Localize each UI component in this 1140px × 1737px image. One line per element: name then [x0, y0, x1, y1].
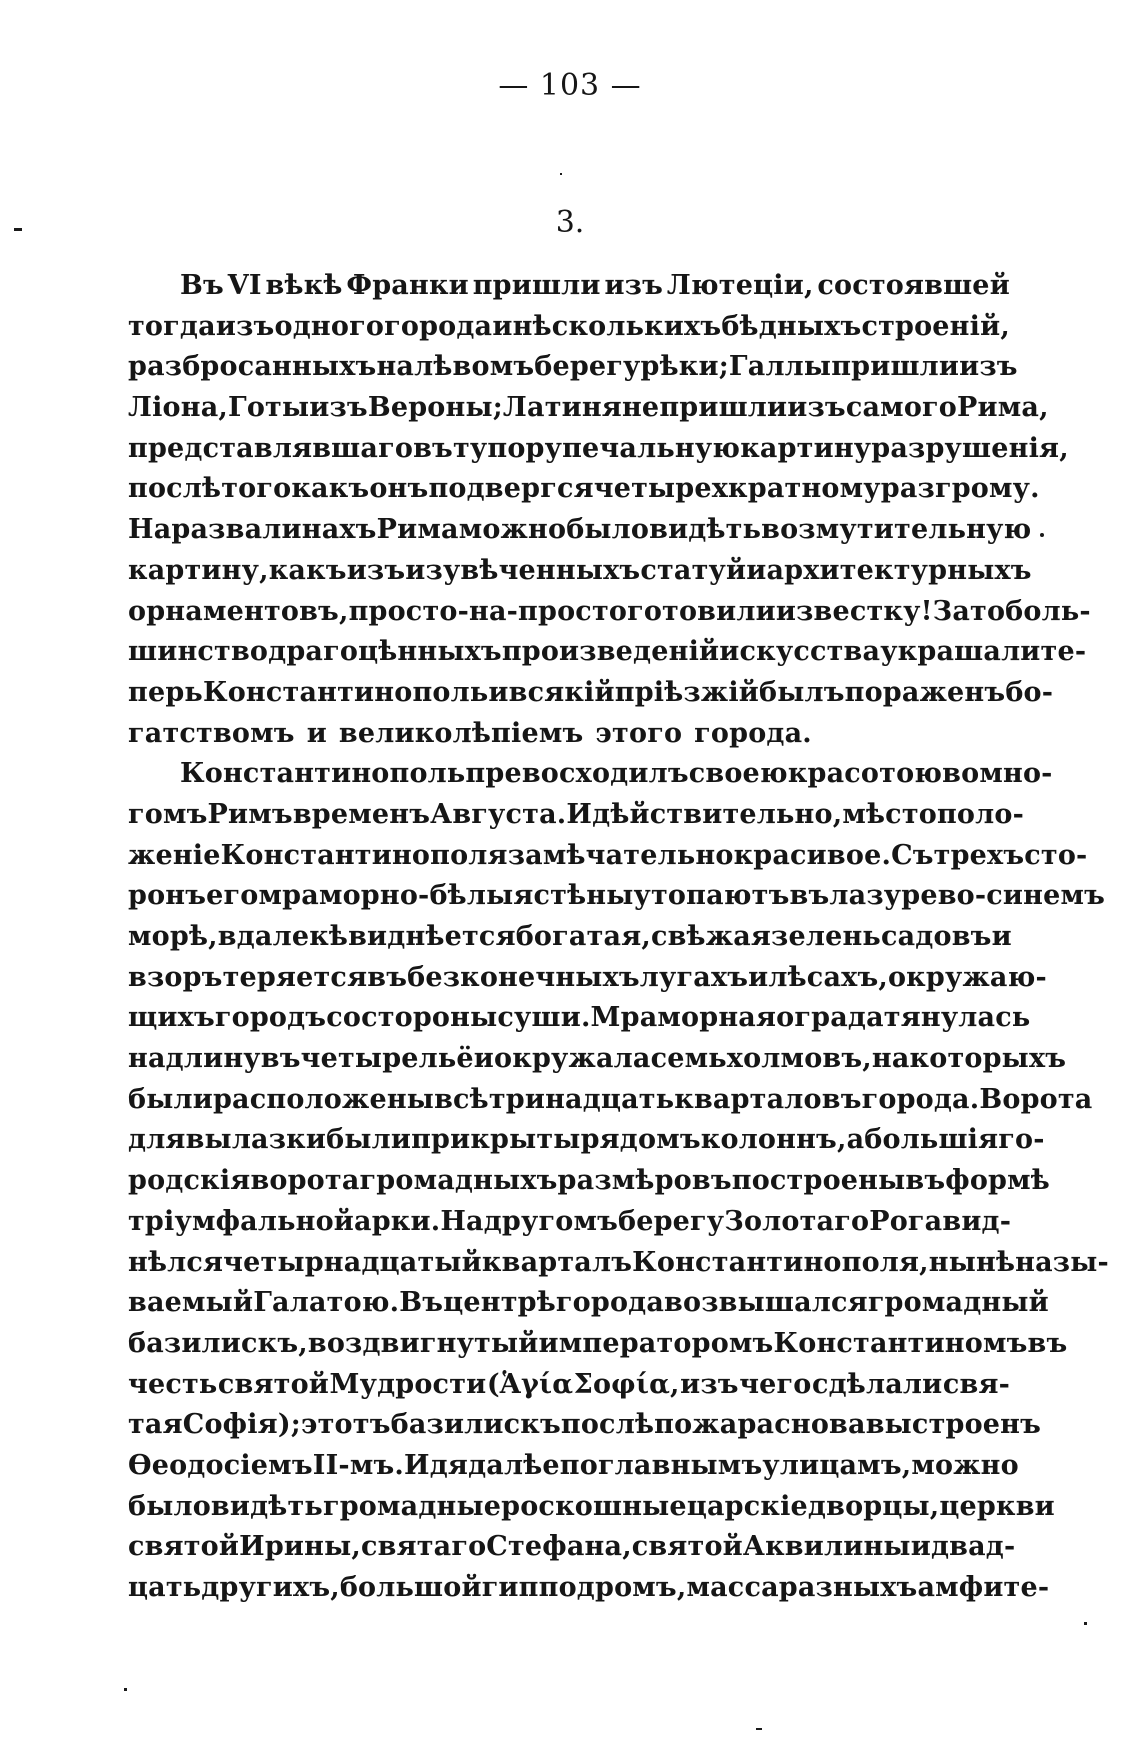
word: VI: [227, 270, 262, 301]
text-line: [128, 917, 1010, 958]
word: на: [871, 1043, 910, 1075]
word: городъ: [214, 1002, 327, 1034]
word: построены: [731, 1165, 906, 1197]
word: въ: [413, 432, 453, 464]
word: снова: [774, 1409, 866, 1441]
word: боль-: [1005, 595, 1091, 627]
word: пораженъ: [844, 676, 1006, 708]
word: его: [206, 880, 259, 912]
word: вылазки: [185, 1124, 327, 1156]
word: гомъ: [128, 798, 208, 830]
text-line: [128, 1080, 1093, 1121]
word: шинство: [128, 636, 269, 668]
word: формѣ: [945, 1165, 1050, 1197]
text-line: [128, 388, 1049, 429]
word: Франки: [346, 270, 469, 301]
word: превосходилъ: [465, 758, 689, 790]
word: послѣ: [128, 473, 222, 505]
word: подвергся: [428, 473, 594, 505]
word: Ліона,: [128, 392, 228, 424]
word: ту: [452, 432, 488, 464]
word: Съ: [891, 839, 934, 871]
word: ваемый: [128, 1287, 254, 1319]
text-line: [128, 510, 1032, 551]
text-line: [128, 1283, 1049, 1324]
word: драгоцѣнныхъ: [268, 636, 502, 668]
word: далѣе: [468, 1449, 560, 1481]
word: Галатою.: [253, 1287, 400, 1319]
scan-speck: [14, 228, 22, 231]
word: святаго: [360, 1531, 487, 1563]
text-line: [128, 1120, 1045, 1161]
word: арки.: [354, 1205, 441, 1237]
word: те-: [1040, 636, 1087, 668]
word: и: [488, 676, 509, 708]
word: пожара: [654, 1409, 775, 1441]
text-line: [128, 1365, 1010, 1406]
word: Рима,: [957, 392, 1049, 424]
word: церкви: [939, 1490, 1055, 1522]
word: богатая,: [515, 921, 651, 952]
word: лѣвомъ: [414, 351, 535, 383]
word: изъ: [215, 310, 275, 342]
word: Константинополь: [202, 676, 489, 708]
word: нѣлся: [128, 1246, 224, 1278]
word: вдалекѣ: [217, 921, 349, 952]
word: пріѣзжій: [614, 676, 760, 708]
word: бо-: [1005, 676, 1054, 708]
word: произведеній: [501, 636, 720, 668]
word: нынѣ: [928, 1246, 1016, 1278]
word: послѣ: [560, 1409, 655, 1441]
text-line: [128, 1487, 1055, 1528]
word: представлявшаго: [128, 432, 414, 464]
word: льё: [418, 1043, 474, 1075]
word: четырнадцатый: [223, 1246, 482, 1278]
word: императоромъ: [538, 1327, 774, 1359]
word: Мудрости: [329, 1368, 487, 1400]
word: Готы: [228, 392, 310, 424]
text-line: [128, 1324, 1068, 1365]
word: печальную: [562, 432, 741, 464]
page-number: — 103 —: [498, 68, 642, 103]
word: того: [221, 473, 292, 505]
word: Софія);: [182, 1409, 301, 1441]
word: лазурево-синемъ: [829, 880, 1106, 912]
word: берегу: [618, 1205, 725, 1237]
word: большой: [339, 1572, 482, 1603]
scan-speck: [756, 1728, 762, 1730]
text-line: [128, 266, 1010, 307]
section-number: 3.: [555, 205, 585, 240]
word: тріумфальной: [128, 1205, 355, 1237]
scan-speck: [1084, 1622, 1087, 1625]
word: было: [566, 514, 650, 546]
word: двад-: [930, 1531, 1016, 1563]
word: изувѣченныхъ: [405, 554, 641, 586]
word: перь: [128, 676, 203, 708]
word: базилискъ,: [128, 1327, 308, 1359]
word: размѣровъ: [557, 1165, 732, 1197]
word: развалинахъ: [171, 514, 377, 546]
word: изъ: [680, 1368, 739, 1400]
word: Константинополя,: [632, 1246, 929, 1278]
text-line: [128, 429, 1069, 470]
word: а: [846, 1124, 865, 1156]
word: мраморно-бѣлыя: [258, 880, 534, 912]
word: на: [128, 1043, 166, 1075]
word: архитектурныхъ: [766, 554, 1032, 586]
word: тогда: [128, 310, 216, 342]
word: были: [326, 1124, 412, 1156]
word: видѣть: [649, 514, 762, 546]
word: въ: [260, 1043, 301, 1075]
word: мѣстополо-: [842, 798, 1024, 830]
word: ворота: [250, 1165, 360, 1197]
word: рѣки;: [640, 351, 729, 383]
word: Аквилины: [742, 1531, 911, 1563]
word: тянулась: [883, 1002, 1031, 1034]
word: изъ: [309, 392, 368, 424]
word: одного: [274, 310, 385, 342]
word: состоявшей: [817, 270, 1010, 301]
word: Константинополь: [180, 758, 466, 790]
word: воздвигнутый: [307, 1327, 539, 1359]
word: своею: [688, 758, 788, 790]
word: города.: [694, 717, 812, 749]
word: трехъ: [933, 839, 1025, 871]
word: амфите-: [917, 1572, 1050, 1603]
word: ронъ: [128, 880, 207, 912]
word: Σοφία,: [573, 1368, 680, 1400]
word: какъ: [268, 554, 347, 586]
text-line: [128, 795, 1024, 836]
scan-speck: [1040, 533, 1044, 537]
word: И: [566, 798, 593, 830]
word: картину: [740, 432, 872, 464]
word: центрѣ: [443, 1287, 556, 1319]
word: Латиняне: [502, 392, 660, 424]
text-line: [128, 998, 1031, 1039]
body-text: [128, 266, 1109, 1609]
word: можно: [458, 514, 567, 546]
word: бѣдныхъ: [721, 310, 862, 342]
word: разгрому.: [880, 473, 1040, 505]
word: Константинополя: [220, 839, 508, 871]
word: Рога: [869, 1205, 943, 1237]
text-line: [128, 673, 1054, 714]
word: во: [942, 758, 980, 790]
word: честь: [128, 1368, 218, 1400]
word: окружаю-: [887, 961, 1047, 993]
word: строеній,: [861, 310, 1010, 342]
word: вид-: [942, 1205, 1012, 1237]
word: и: [746, 554, 767, 586]
word: этого: [595, 717, 683, 749]
word: для: [128, 1124, 186, 1156]
word: въ: [905, 1165, 946, 1197]
word: главнымъ: [597, 1449, 763, 1481]
word: Стефана,: [486, 1531, 632, 1563]
word: Лютеціи,: [666, 270, 814, 301]
word: ограда: [776, 1002, 884, 1034]
text-line: [128, 632, 1087, 673]
word: Константиномъ: [773, 1327, 1028, 1359]
word: красивое.: [733, 839, 892, 871]
word: громадныхъ: [359, 1165, 558, 1197]
word: вѣкѣ: [265, 270, 343, 301]
word: тринадцать: [488, 1083, 675, 1115]
word: назы-: [1015, 1246, 1109, 1278]
text-line: [128, 469, 1040, 510]
text-line: [128, 836, 1088, 877]
word: разбросанныхъ: [128, 351, 377, 383]
text-line: [128, 1039, 1067, 1080]
word: замѣчательно: [507, 839, 734, 871]
word: Въ: [399, 1287, 444, 1319]
word: берегу: [534, 351, 641, 383]
word: лугахъ: [639, 961, 749, 993]
text-line: [128, 592, 1091, 633]
word: Римъ: [207, 798, 293, 830]
word: цать: [128, 1572, 202, 1603]
word: по: [559, 1449, 598, 1481]
text-line: [128, 551, 1032, 592]
word: и: [492, 310, 513, 342]
word: сдѣлали: [811, 1368, 943, 1400]
word: и: [910, 1531, 931, 1563]
word: Ирины,: [239, 1531, 361, 1563]
word: изъ: [346, 554, 406, 586]
word: Мраморная: [590, 1002, 777, 1034]
word: этотъ: [300, 1409, 391, 1441]
word: Вероны;: [367, 392, 503, 424]
word: большія: [864, 1124, 999, 1156]
word: стѣны: [533, 880, 634, 912]
word: безконечныхъ: [407, 961, 640, 993]
word: святой: [217, 1368, 330, 1400]
word: и: [473, 1043, 495, 1075]
word: Золотаго: [724, 1205, 870, 1237]
word: (Ἁγία: [486, 1368, 574, 1400]
text-line: [128, 1446, 1019, 1487]
word: возвышался: [664, 1287, 868, 1319]
word: на: [376, 351, 415, 383]
word: гипподромъ,: [481, 1572, 687, 1603]
word: свя-: [942, 1368, 1010, 1400]
word: За: [932, 595, 971, 627]
word: окружала: [494, 1043, 651, 1075]
word: родскія: [128, 1165, 251, 1197]
word: виднѣется: [348, 921, 516, 952]
word: пришли: [831, 351, 960, 383]
word: кварталовъ: [674, 1083, 862, 1115]
word: На: [440, 1205, 484, 1237]
word: пришли: [659, 392, 788, 424]
word: искусства: [719, 636, 881, 668]
word: и: [991, 921, 1012, 952]
word: известку!: [775, 595, 933, 627]
word: было: [128, 1490, 211, 1522]
word: и: [748, 961, 769, 993]
word: красотою: [787, 758, 943, 790]
word: онъ: [369, 473, 429, 505]
word: картину,: [128, 554, 269, 586]
word: орнаментовъ,: [128, 595, 349, 627]
word: длину: [165, 1043, 261, 1075]
word: рядомъ: [580, 1124, 701, 1156]
word: города: [555, 1287, 665, 1319]
word: Августа.: [430, 798, 567, 830]
word: суши.: [497, 1002, 591, 1034]
word: мно-: [979, 758, 1053, 790]
word: изъ: [787, 392, 846, 424]
text-line: [128, 307, 1010, 348]
text-line: [128, 1405, 1042, 1446]
word: роскошные: [501, 1490, 687, 1522]
word: изъ: [959, 351, 1018, 383]
word: и: [306, 717, 327, 749]
word: улицамъ,: [762, 1449, 912, 1481]
text-line: [128, 1527, 1016, 1568]
word: святой: [631, 1531, 743, 1563]
word: всѣ: [434, 1083, 489, 1115]
word: чего: [739, 1368, 812, 1400]
word: разрушенія,: [871, 432, 1069, 464]
word: украшали: [880, 636, 1041, 668]
word: четыре: [300, 1043, 419, 1075]
word: утопаютъ: [633, 880, 790, 912]
word: тая: [128, 1409, 183, 1441]
text-line: [128, 958, 1047, 999]
text-line: [128, 1202, 1010, 1243]
word: всякій: [508, 676, 615, 708]
word: дѣйствительно,: [592, 798, 843, 830]
word: города.: [861, 1083, 980, 1115]
word: въ: [1027, 1327, 1068, 1359]
word: холмовъ,: [726, 1043, 872, 1075]
word: кварталъ: [481, 1246, 633, 1278]
word: садовъ: [880, 921, 992, 952]
word: Галлы: [728, 351, 832, 383]
word: временъ: [292, 798, 431, 830]
word: морѣ,: [128, 921, 218, 952]
text-line: [128, 1161, 1050, 1202]
word: возмутительную: [761, 514, 1032, 546]
word: видѣть: [210, 1490, 323, 1522]
word: изъ: [604, 270, 664, 301]
word: щихъ: [128, 1002, 215, 1034]
word: готовили: [627, 595, 776, 627]
word: дворцы,: [807, 1490, 940, 1522]
word: которыхъ: [909, 1043, 1067, 1075]
word: какъ: [291, 473, 370, 505]
text-line: [128, 876, 1106, 917]
word: четырехкратному: [593, 473, 881, 505]
word: взоръ: [128, 961, 223, 993]
word: царскіе: [686, 1490, 808, 1522]
word: На: [128, 514, 172, 546]
word: теряется: [222, 961, 368, 993]
word: громадный: [867, 1287, 1049, 1319]
text-line: [128, 1568, 1050, 1609]
word: женіе: [128, 839, 221, 871]
word: выстроенъ: [865, 1409, 1042, 1441]
scan-speck: [124, 1688, 127, 1691]
word: зелень: [771, 921, 881, 952]
word: нѣсколькихъ: [512, 310, 722, 342]
text-line: [128, 754, 1053, 795]
word: колоннъ,: [700, 1124, 847, 1156]
word: были: [128, 1083, 213, 1115]
word: со: [326, 1002, 362, 1034]
word: другихъ,: [201, 1572, 340, 1603]
word: просто-на-просто: [348, 595, 628, 627]
word: то: [970, 595, 1006, 627]
word: Въ: [180, 270, 224, 301]
text-line: [128, 714, 1010, 755]
word: громадные: [322, 1490, 502, 1522]
word: расположены: [212, 1083, 435, 1115]
word: свѣжая: [650, 921, 772, 952]
word: прикрыты: [411, 1124, 581, 1156]
word: можно: [911, 1449, 1019, 1481]
scan-speck: [560, 173, 562, 175]
word: Рима: [376, 514, 459, 546]
text-line: [128, 347, 1018, 388]
word: разныхъ: [778, 1572, 918, 1603]
word: лѣсахъ,: [768, 961, 888, 993]
word: статуй: [640, 554, 747, 586]
word: Ворота: [979, 1083, 1093, 1115]
word: пришли: [472, 270, 601, 301]
word: святой: [128, 1531, 240, 1563]
word: го-: [998, 1124, 1045, 1156]
word: гатствомъ: [128, 717, 295, 749]
word: другомъ: [483, 1205, 619, 1237]
word: въ: [789, 880, 830, 912]
word: масса: [686, 1572, 779, 1603]
word: Ѳеодосіемъ: [128, 1449, 313, 1481]
word: Идя: [404, 1449, 469, 1481]
word: города: [384, 310, 493, 342]
word: стороны: [361, 1002, 498, 1034]
word: самого: [845, 392, 957, 424]
word: семь: [650, 1043, 727, 1075]
word: великолѣпіемъ: [338, 717, 584, 749]
word: сто-: [1024, 839, 1088, 871]
word: базилискъ: [390, 1409, 561, 1441]
word: былъ: [759, 676, 845, 708]
text-line: [128, 1243, 1109, 1284]
word: въ: [367, 961, 408, 993]
word: II-мъ.: [312, 1449, 404, 1481]
word: пору: [487, 432, 563, 464]
